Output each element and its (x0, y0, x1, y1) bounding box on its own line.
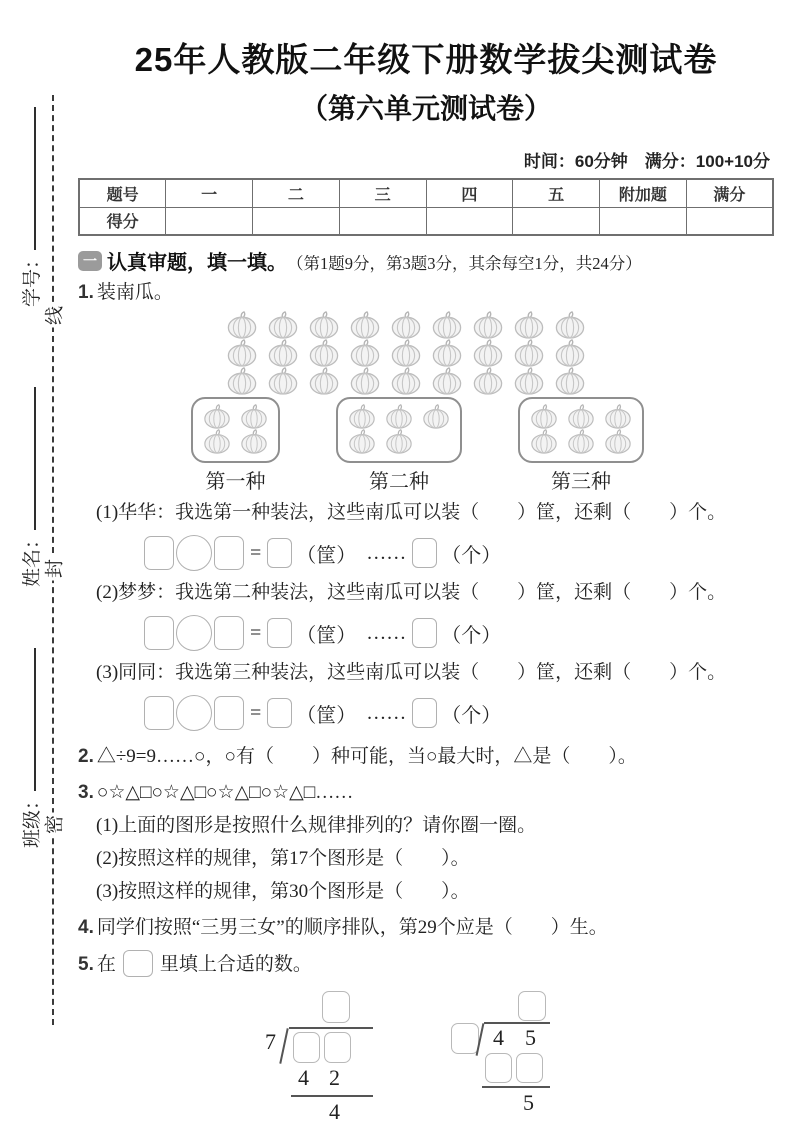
pumpkin-icon (387, 311, 425, 339)
score-cell[interactable] (253, 207, 340, 235)
question-4-text: 同学们按照“三男三女”的顺序排队，第29个应是（ ）生。 (96, 917, 608, 938)
score-header-cell: 题号 (79, 179, 166, 207)
part-text: 按照这样的规律，第30个图形是（ ）。 (118, 881, 470, 902)
division-vinculum (289, 1027, 373, 1029)
pumpkin-icon (305, 367, 343, 395)
divisor-box[interactable] (451, 1023, 479, 1054)
pumpkin-icon (200, 404, 234, 429)
part-prefix: (2) (96, 582, 119, 603)
part-prefix: (2) (96, 848, 119, 869)
question-2-text: △÷9=9……○，○有（ ）种可能，当○最大时，△是（ ）。 (96, 746, 637, 767)
divisor-digit: 7 (265, 1029, 276, 1054)
question-1-part-1 (96, 499, 774, 527)
question-1-text: 装南瓜。 (96, 282, 173, 303)
quotient-box[interactable] (518, 991, 546, 1021)
pumpkin-icon (428, 339, 466, 367)
kuang-label: （筐） (296, 544, 357, 567)
pumpkin-icon (305, 311, 343, 339)
pumpkin-icon (346, 339, 384, 367)
remainder-dots: …… (366, 621, 407, 644)
ge-label: （个） (441, 544, 502, 567)
student-id-blank[interactable] (24, 107, 36, 250)
answer-box[interactable] (267, 698, 292, 728)
product-digit: 4 (298, 1065, 309, 1090)
dividend-box[interactable] (324, 1032, 351, 1063)
score-header-cell: 五 (513, 179, 600, 207)
pumpkin-icon (345, 404, 379, 429)
question-3-part-2 (96, 845, 774, 873)
answer-box[interactable] (214, 696, 244, 730)
score-cell[interactable] (600, 207, 687, 235)
kuang-label: （筐） (296, 704, 357, 727)
pumpkin-icon (382, 429, 416, 454)
kuang-label: （筐） (296, 624, 357, 647)
pumpkin-row (200, 404, 271, 429)
answer-box[interactable] (412, 538, 437, 568)
dividend-box[interactable] (293, 1032, 320, 1063)
answer-box[interactable] (412, 698, 437, 728)
question-5-number: 5. (78, 954, 94, 975)
pumpkin-row (345, 404, 453, 429)
basket-option-3 (518, 397, 644, 494)
basket-option-2 (336, 397, 462, 494)
question-4-number: 4. (78, 917, 94, 938)
score-header-cell: 三 (339, 179, 426, 207)
section-1-header (78, 246, 774, 275)
pumpkin-icon (428, 311, 466, 339)
pumpkin-icon (382, 404, 416, 429)
pumpkin-icon (551, 367, 589, 395)
equals-sign: = (250, 701, 262, 724)
pumpkin-icon (345, 429, 379, 454)
pumpkin-icon (346, 311, 384, 339)
equation-row-3 (144, 693, 774, 733)
answer-box[interactable] (267, 618, 292, 648)
name-field (17, 387, 43, 587)
pumpkin-icon (223, 311, 261, 339)
basket-3 (518, 397, 644, 463)
seal-char-xian: 线 (37, 304, 70, 328)
question-3-part-3 (96, 878, 774, 906)
pumpkin-row (223, 339, 603, 367)
part-text: 按照这样的规律，第17个图形是（ ）。 (118, 848, 470, 869)
paper-subtitle: （第六单元测试卷） (299, 93, 552, 124)
long-division-problems (265, 991, 774, 1122)
question-3-sequence: ○☆△□○☆△□○☆△□○☆△□…… (96, 782, 354, 803)
pumpkin-icon (510, 311, 548, 339)
pumpkin-field (223, 311, 603, 395)
quotient-box[interactable] (322, 991, 350, 1023)
product-box[interactable] (485, 1053, 512, 1083)
class-label: 班级： (21, 790, 43, 848)
answer-box[interactable] (144, 536, 174, 570)
remainder-digit: 4 (329, 1099, 340, 1122)
operator-circle[interactable] (176, 615, 212, 651)
pumpkin-row (223, 311, 603, 339)
pumpkin-icon (264, 311, 302, 339)
answer-box[interactable] (267, 538, 292, 568)
basket-1-label: 第一种 (205, 471, 266, 493)
basket-options (191, 397, 774, 494)
score-header-cell: 附加题 (600, 179, 687, 207)
part-prefix: (1) (96, 815, 119, 836)
pumpkin-icon (428, 367, 466, 395)
score-table (78, 178, 774, 236)
division-bracket (279, 1028, 288, 1064)
pumpkin-icon (264, 367, 302, 395)
remainder-dots: …… (366, 541, 407, 564)
name-label: 姓名： (21, 529, 43, 587)
score-cell[interactable] (166, 207, 253, 235)
inline-answer-box[interactable] (123, 950, 153, 977)
score-header-cell: 一 (166, 179, 253, 207)
score-cell[interactable] (686, 207, 773, 235)
dividend-digit: 4 (493, 1025, 504, 1050)
basket-3-label: 第三种 (551, 471, 611, 493)
pumpkin-icon (469, 311, 507, 339)
pumpkin-icon (200, 429, 234, 454)
question-5-text-before: 在 (96, 954, 116, 975)
answer-box[interactable] (412, 618, 437, 648)
question-3-number: 3. (78, 782, 94, 803)
part-prefix: (3) (96, 662, 119, 683)
question-1-part-3 (96, 659, 774, 687)
question-1 (78, 279, 774, 307)
score-header-cell: 四 (426, 179, 513, 207)
basket-2-label: 第二种 (369, 471, 429, 493)
part-text: 华华：我选第一种装法，这些南瓜可以装（ ）筐，还剩（ ）个。 (118, 502, 727, 523)
score-cell[interactable] (339, 207, 426, 235)
part-prefix: (1) (96, 502, 119, 523)
paper-title: 25年人教版二年级下册数学拔尖测试卷 (134, 41, 718, 78)
student-id-label: 学号： (21, 249, 43, 307)
subtraction-line (482, 1086, 550, 1088)
question-2 (78, 743, 774, 771)
pumpkin-icon (527, 404, 561, 429)
question-1-number: 1. (78, 282, 94, 303)
question-3 (78, 779, 774, 807)
paper-content (78, 28, 774, 1122)
pumpkin-icon (237, 429, 271, 454)
score-header-cell: 二 (253, 179, 340, 207)
pumpkin-icon (346, 367, 384, 395)
ge-label: （个） (441, 624, 502, 647)
pumpkin-row (223, 367, 603, 395)
equation-row-2 (144, 613, 774, 653)
score-cell[interactable] (426, 207, 513, 235)
pumpkin-icon (419, 404, 453, 429)
dividend-digit: 5 (525, 1025, 536, 1050)
seal-char-mi: 密 (37, 813, 70, 837)
section-1-title: 认真审题，填一填。 (107, 252, 287, 274)
class-blank[interactable] (24, 648, 36, 791)
pumpkin-icon (223, 339, 261, 367)
question-1-part-2 (96, 579, 774, 607)
pumpkin-icon (510, 367, 548, 395)
pumpkin-icon (510, 339, 548, 367)
answer-box[interactable] (214, 616, 244, 650)
pumpkin-row (200, 429, 271, 454)
remainder-digit: 5 (523, 1090, 534, 1115)
pumpkin-row (527, 429, 635, 454)
question-5 (78, 950, 774, 979)
score-header-cell: 满分 (686, 179, 773, 207)
operator-circle[interactable] (176, 695, 212, 731)
equals-sign: = (250, 541, 262, 564)
long-division-right (451, 991, 551, 1115)
question-2-number: 2. (78, 746, 94, 767)
pumpkin-icon (469, 339, 507, 367)
operator-circle[interactable] (176, 535, 212, 571)
pumpkin-icon (551, 339, 589, 367)
product-box[interactable] (516, 1053, 543, 1083)
pumpkin-icon (564, 429, 598, 454)
score-table-score-row (79, 207, 773, 235)
name-blank[interactable] (24, 387, 36, 530)
remainder-dots: …… (366, 701, 407, 724)
pumpkin-icon (601, 429, 635, 454)
class-field (17, 648, 43, 848)
part-text: 梦梦：我选第二种装法，这些南瓜可以装（ ）筐，还剩（ ）个。 (118, 582, 727, 603)
answer-box[interactable] (144, 616, 174, 650)
answer-box[interactable] (214, 536, 244, 570)
pumpkin-icon (564, 404, 598, 429)
pumpkin-row (527, 404, 635, 429)
score-table-header-row (79, 179, 773, 207)
question-5-text-after: 里填上合适的数。 (159, 954, 312, 975)
time-score-meta: 时间：60分钟 满分：100+10分 (523, 152, 770, 171)
pumpkin-icon (551, 311, 589, 339)
pumpkin-icon (387, 339, 425, 367)
question-4 (78, 914, 774, 942)
part-text: 上面的图形是按照什么规律排列的？请你圈一圈。 (118, 815, 537, 836)
pumpkin-row (345, 429, 453, 454)
pumpkin-icon (264, 339, 302, 367)
answer-box[interactable] (144, 696, 174, 730)
basket-2 (336, 397, 462, 463)
ge-label: （个） (441, 704, 502, 727)
section-1-note: （第1题9分，第3题3分，其余每空1分，共24分） (287, 254, 642, 273)
pumpkin-icon (223, 367, 261, 395)
pumpkin-icon (387, 367, 425, 395)
pumpkin-icon (469, 367, 507, 395)
student-id-field (17, 107, 43, 307)
section-1-badge: 一 (78, 251, 102, 271)
pumpkin-icon (237, 404, 271, 429)
part-text: 同同：我选第三种装法，这些南瓜可以装（ ）筐，还剩（ ）个。 (118, 662, 727, 683)
long-division-left (265, 991, 377, 1122)
basket-1 (191, 397, 280, 463)
part-prefix: (3) (96, 881, 119, 902)
product-digit: 2 (329, 1065, 340, 1090)
pumpkin-icon (305, 339, 343, 367)
equals-sign: = (250, 621, 262, 644)
pumpkin-icon (601, 404, 635, 429)
score-row-label: 得分 (79, 207, 166, 235)
division-vinculum (484, 1022, 550, 1024)
subtraction-line (291, 1095, 373, 1097)
equation-row-1 (144, 533, 774, 573)
basket-option-1 (191, 397, 280, 494)
seal-char-feng: 封 (37, 557, 70, 581)
score-cell[interactable] (513, 207, 600, 235)
question-3-part-1 (96, 812, 774, 840)
pumpkin-icon (527, 429, 561, 454)
